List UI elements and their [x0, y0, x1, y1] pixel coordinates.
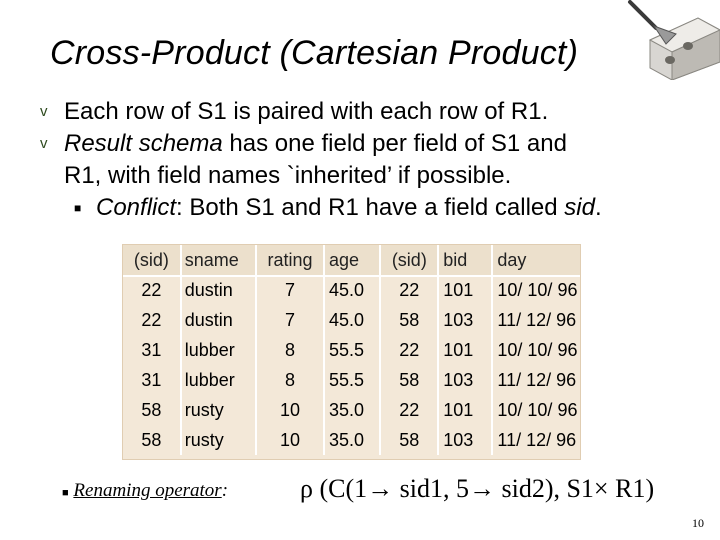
table-row: 58 rusty 10 35.0 22 101 10/ 10/ 96 [123, 395, 580, 425]
checkmark-v-icon: v [40, 135, 48, 152]
sub-emphasis: Conflict [96, 194, 177, 221]
cross-product-table [122, 244, 581, 460]
col-header: (sid) [380, 245, 438, 275]
square-bullet-icon: ■ [74, 201, 82, 215]
slide-title: Cross-Product (Cartesian Product) [50, 34, 579, 72]
col-header: bid [438, 245, 492, 275]
table-header-row [123, 245, 580, 275]
bullet-item [40, 128, 602, 192]
result-table [123, 245, 580, 455]
col-header: sname [181, 245, 256, 275]
col-header: age [324, 245, 380, 275]
bullet-item [40, 96, 602, 128]
renaming-operator-line: ■ Renaming operator: [62, 480, 229, 501]
bullet-text: Each row of S1 is paired with each row of R1. [64, 98, 549, 125]
square-bullet-icon: ■ [62, 487, 69, 499]
sub-bullet-item: ■ Conflict: Both S1 and R1 have a field called sid. [40, 192, 602, 224]
brick-trowel-icon [610, 0, 720, 80]
table-row: 22 dustin 7 45.0 22 101 10/ 10/ 96 [123, 275, 580, 305]
renaming-label: Renaming operator [73, 480, 222, 501]
table-row: 22 dustin 7 45.0 58 103 11/ 12/ 96 [123, 305, 580, 335]
table-row: 31 lubber 8 55.5 22 101 10/ 10/ 96 [123, 335, 580, 365]
sub-field: sid [564, 194, 595, 221]
table-row: 58 rusty 10 35.0 58 103 11/ 12/ 96 [123, 425, 580, 455]
sub-text: : Both S1 and R1 have a field called [176, 194, 565, 221]
col-header: rating [256, 245, 324, 275]
bullet-text-line2: R1, with field names `inherited’ if possible. [64, 162, 512, 189]
table-row: 31 lubber 8 55.5 58 103 11/ 12/ 96 [123, 365, 580, 395]
page-number: 10 [692, 516, 704, 530]
col-header: day [497, 249, 527, 270]
bullet-text: has one field per field of S1 and [222, 130, 567, 157]
bullet-emphasis: Result schema [64, 130, 223, 157]
bullet-list [40, 96, 602, 224]
renaming-formula: ρ (C(1→ sid1, 5→ sid2), S1× R1) [300, 474, 655, 503]
checkmark-v-icon: v [40, 103, 48, 120]
col-header: (sid) [123, 245, 181, 275]
